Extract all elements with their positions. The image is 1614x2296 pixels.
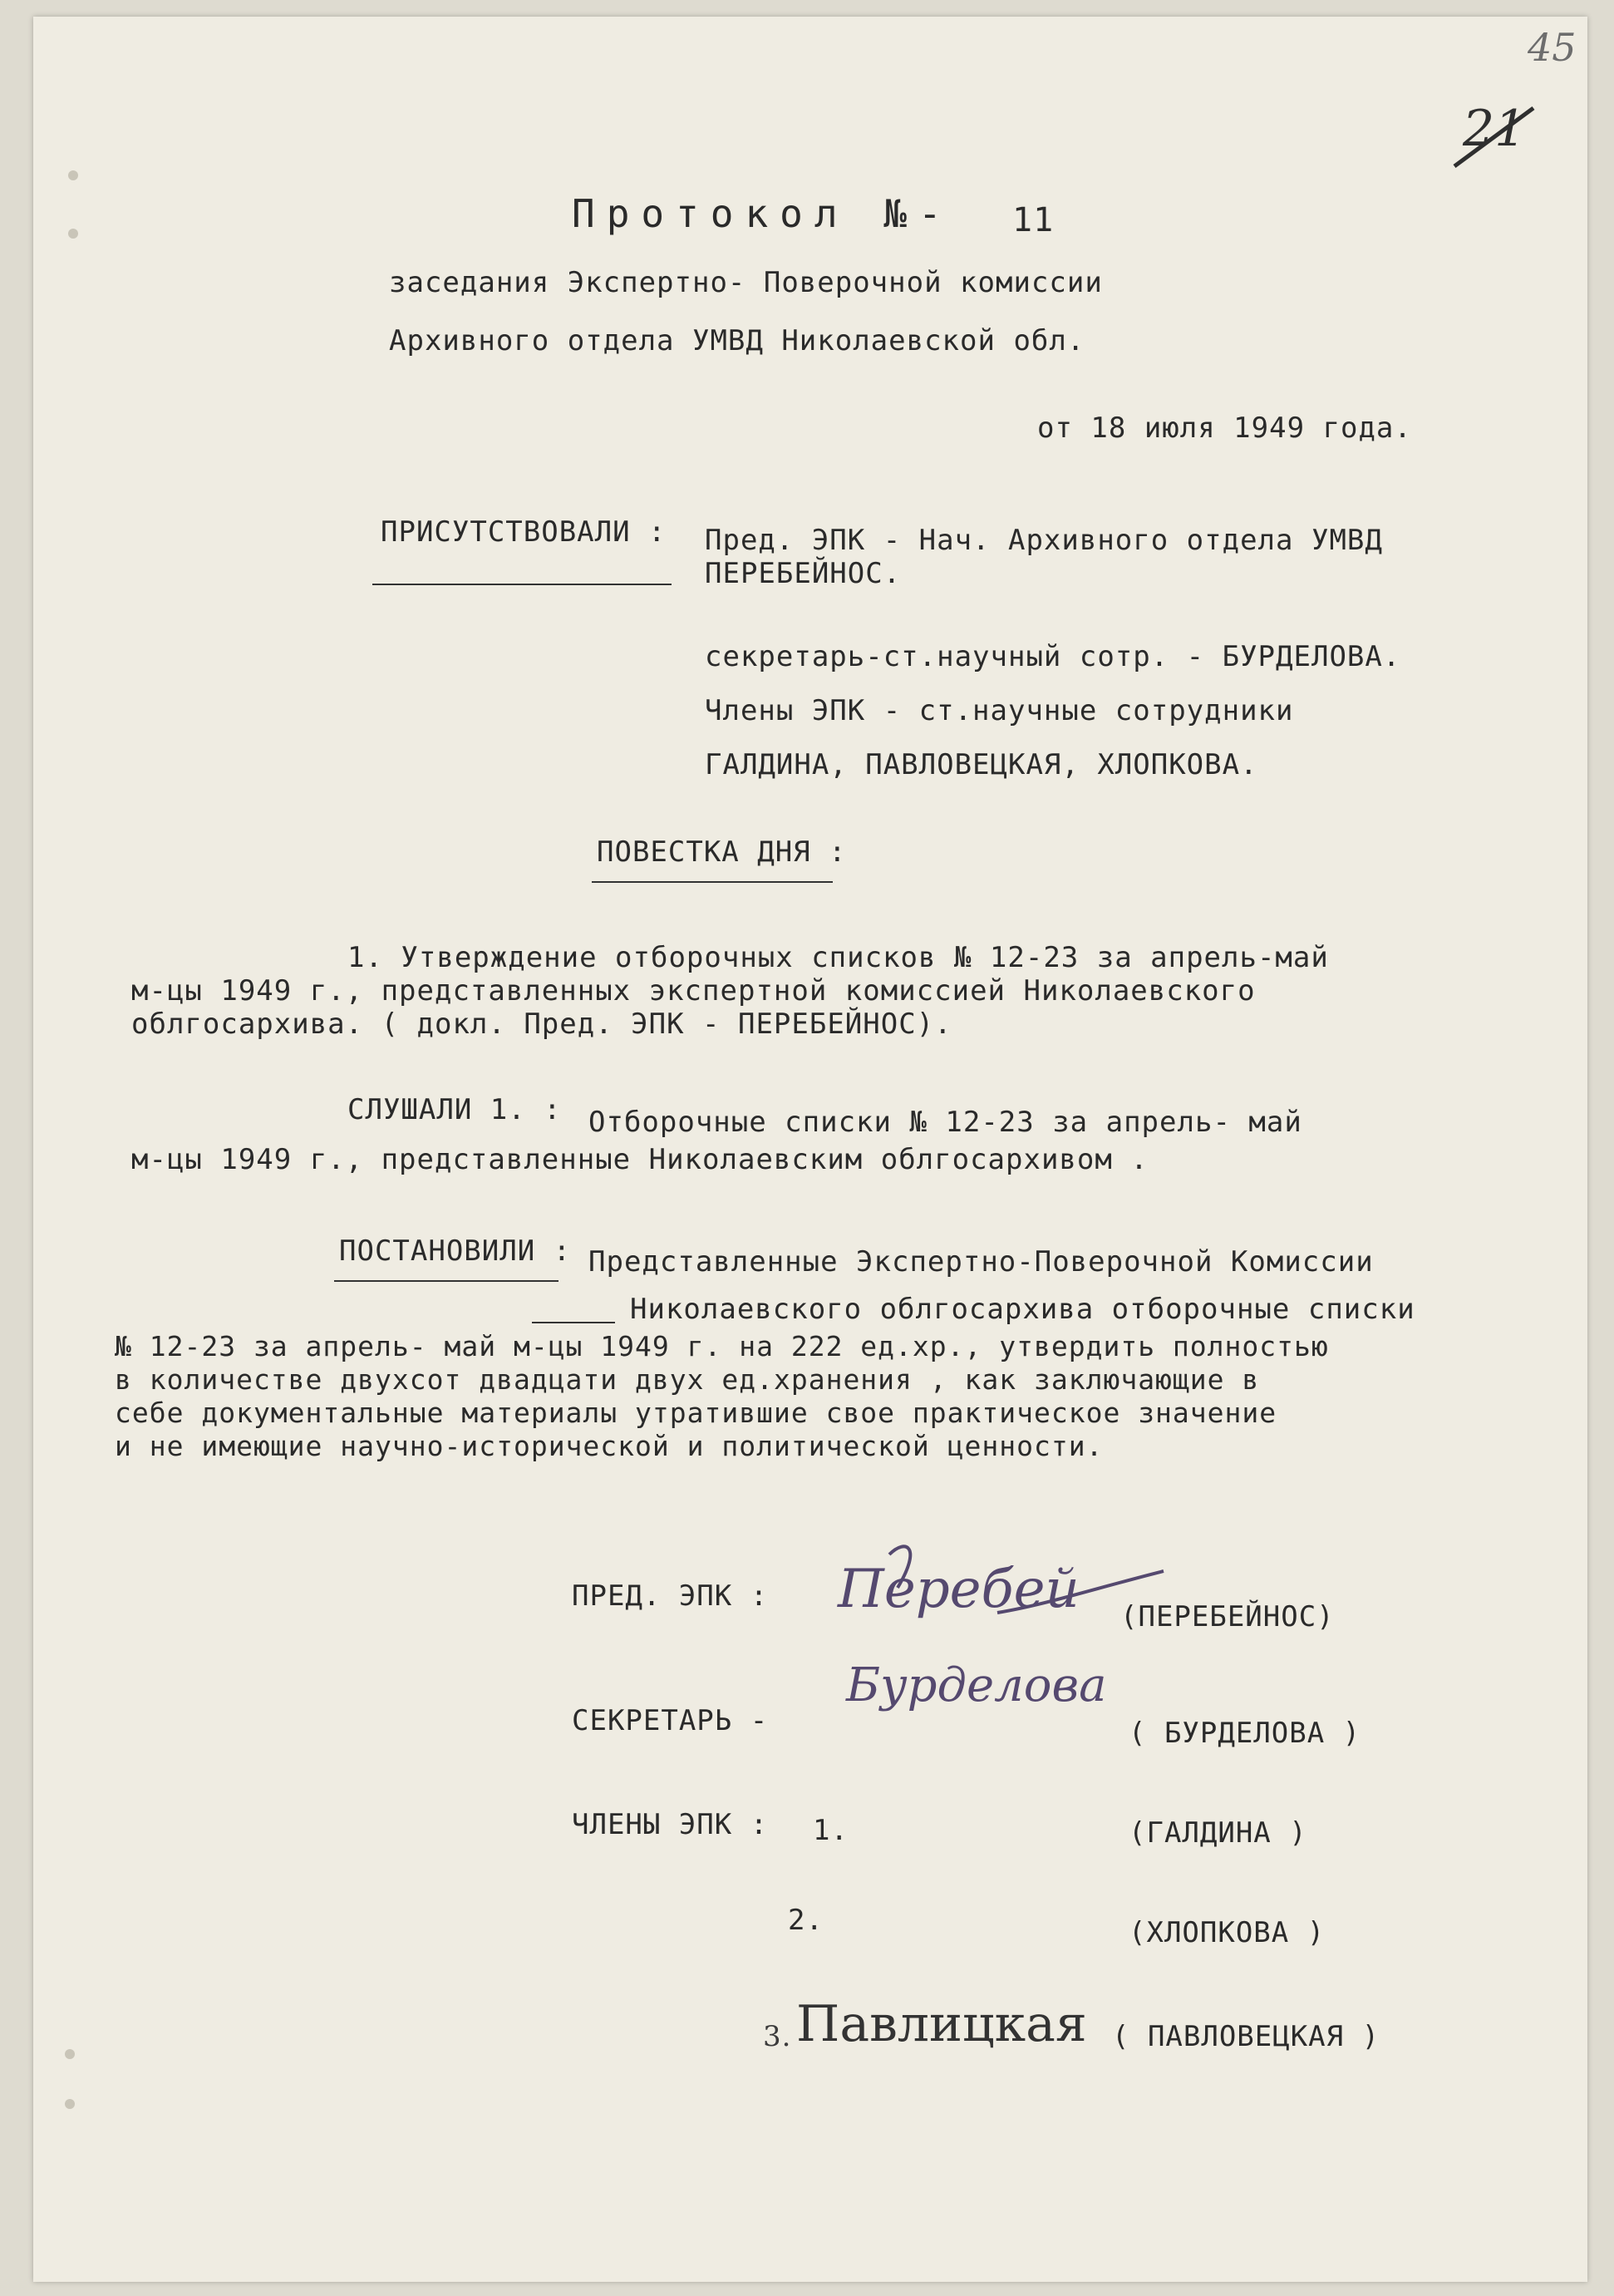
member-3-signature: Павлицкая [796, 1995, 1087, 2053]
members-label: ЧЛЕНЫ ЭПК : [572, 1808, 769, 1841]
resolved-label: ПОСТАНОВИЛИ : [339, 1234, 572, 1268]
chair-label: ПРЕД. ЭПК : [572, 1579, 769, 1613]
member-1-number: 1. [813, 1814, 849, 1847]
present-line: ПЕРЕБЕЙНОС. [705, 557, 902, 590]
document-date: от 18 июля 1949 года. [1037, 411, 1412, 445]
resolved-underline [532, 1322, 615, 1323]
chair-signature: Перебей [838, 1559, 1080, 1620]
heard-line: м-цы 1949 г., представленные Николаевским облгосархивом . [131, 1143, 1149, 1176]
agenda-label: ПОВЕСТКА ДНЯ : [597, 835, 847, 869]
resolved-line: и не имеющие научно-исторической и политической ценности. [115, 1430, 1104, 1462]
chair-name: (ПЕРЕБЕЙНОС) [1120, 1600, 1335, 1633]
member-2-name: (ХЛОПКОВА ) [1129, 1916, 1326, 1949]
old-page-number: 21 [1463, 100, 1527, 158]
subtitle-line-1: заседания Экспертно- Поверочной комиссии [389, 266, 1103, 299]
punch-hole [68, 229, 78, 239]
resolved-line: Николаевского облгосархива отборочные списки [630, 1293, 1415, 1326]
member-3-number: 3. [763, 2020, 792, 2053]
document-page [33, 17, 1587, 2282]
present-line: Члены ЭПК - ст.научные сотрудники [705, 694, 1294, 727]
present-line: ГАЛДИНА, ПАВЛОВЕЦКАЯ, ХЛОПКОВА. [705, 748, 1258, 781]
member-1-name: (ГАЛДИНА ) [1129, 1816, 1307, 1850]
secretary-label: СЕКРЕТАРЬ - [572, 1704, 769, 1737]
crossed-out-mark-icon [1446, 100, 1546, 183]
present-underline [372, 584, 672, 585]
agenda-underline [592, 881, 833, 883]
resolved-line: № 12-23 за апрель- май м-цы 1949 г. на 222 ед.хр., утвердить полностью [115, 1330, 1329, 1362]
resolved-underline [334, 1280, 559, 1282]
present-line: Пред. ЭПК - Нач. Архивного отдела УМВД [705, 524, 1383, 557]
resolved-line: Представленные Экспертно-Поверочной Комиссии [588, 1245, 1374, 1279]
agenda-line: 1. Утверждение отборочных списков № 12-23 за апрель-май [347, 941, 1329, 974]
member-3-name: ( ПАВЛОВЕЦКАЯ ) [1112, 2020, 1380, 2053]
secretary-signature: Бурделова [846, 1658, 1107, 1712]
present-line: секретарь-ст.научный сотр. - БУРДЕЛОВА. [705, 640, 1401, 673]
protocol-number: 11 [1012, 201, 1055, 239]
heard-line: Отборочные списки № 12-23 за апрель- май [588, 1106, 1302, 1139]
page-number: 45 [1528, 25, 1577, 70]
secretary-name: ( БУРДЕЛОВА ) [1129, 1717, 1361, 1750]
punch-hole [68, 170, 78, 180]
chair-signature-flourish-icon [831, 1538, 1180, 1654]
resolved-line: себе документальные материалы утратившие свое практическое значение [115, 1397, 1277, 1429]
present-label: ПРИСУТСТВОВАЛИ : [381, 515, 667, 549]
heard-label: СЛУШАЛИ 1. : [347, 1093, 562, 1126]
member-2-number: 2. [788, 1904, 824, 1937]
subtitle-line-2: Архивного отдела УМВД Николаевской обл. [389, 324, 1085, 357]
punch-hole [65, 2099, 75, 2109]
resolved-line: в количестве двухсот двадцати двух ед.хранения , как заключающие в [115, 1363, 1260, 1396]
punch-hole [65, 2049, 75, 2059]
document-title: Протокол №- [572, 191, 953, 236]
agenda-line: м-цы 1949 г., представленных экспертной комиссией Николаевского [131, 974, 1256, 1008]
agenda-line: облгосархива. ( докл. Пред. ЭПК - ПЕРЕБЕЙНОС). [131, 1008, 952, 1041]
